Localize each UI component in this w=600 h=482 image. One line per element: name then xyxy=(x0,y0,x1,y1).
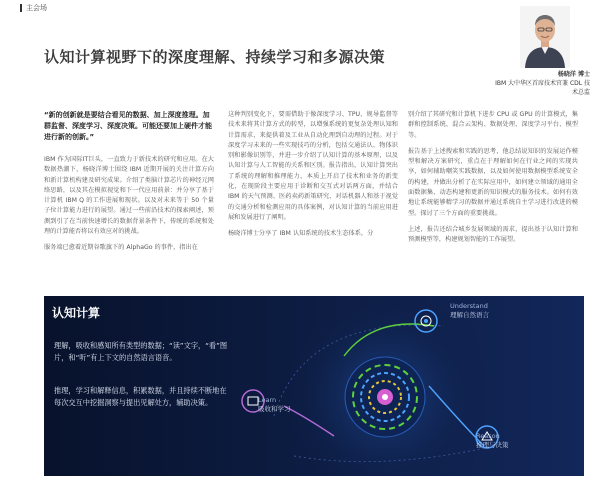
figure-paragraph-2: 推理，学习和解释信息，积累数据，并且持续不断地在每次交互中挖掘洞察与提出见解处方，辅助决策。 xyxy=(54,386,227,407)
body-paragraph: 报告基于上述搜索和实践的思考，他总结说知识的发展运作模型和解决方案研究，重点在于理解如何在行业之间的实现共享，如何辅助嘲笑实践数据，以及如何使用数据模型系统安全的构建，并做出分析了在实际应用中，如何建立领域的通用全面数据集、动态构建和更新的知识模式的服务技术。如何有效地让系统能够精学习的数据并通过系统自主学习进行改进的模型。探讨了三个方面的重要挑战。 xyxy=(408,147,578,217)
body-paragraph: 服务端已愈着近期谷歌旗下的 AlphaGo 的事件，指出在 xyxy=(44,244,198,252)
author-name: 杨晓洋 博士 xyxy=(557,71,590,78)
body-paragraph: 别介绍了其研究和计算机下进步 CPU 或 GPU 的计算模式，集群和控制系统、混合云架构、数据处理、深度学习平台、模型等。 xyxy=(408,111,578,139)
reason-label-zh: 推理与决策 xyxy=(476,441,509,449)
portrait-caption xyxy=(490,70,590,97)
understand-icon xyxy=(413,308,439,334)
understand-label-en: Understand xyxy=(450,302,488,310)
reason-label xyxy=(476,432,509,450)
article-headline: 认知计算视野下的深度理解、持续学习和多源决策 xyxy=(44,48,386,66)
column-tag xyxy=(20,3,47,13)
author-title: IBM 大中华区首席技术官兼 CDL 技术总监 xyxy=(495,80,590,96)
learn-label xyxy=(258,396,291,414)
body-paragraph: IBM 作为国际IT巨头，一直致力于新技术的研究和应用。在大数据热潮下，杨晓洋博士围绕 IBM 近期开展的关注计算方向和新计算机构建及研究成果。介绍了类脑计算芯片的神经元网络思路，以及其在模拟视觉和下一代应用前景：并分享了基于计算机 IBM Q 的工作进展和现状。以及对未来等于 50 个量子位计算能力进行的展望。通过一些前沿技术的探索阐述，预测到引了在当前快速增长的数据背景条件下，传统的系统和处理的计算能否将以有效应对的挑战。 xyxy=(44,156,214,236)
figure-title: 认知计算 xyxy=(52,306,101,320)
body-column-2 xyxy=(228,110,398,240)
understand-label xyxy=(450,302,489,320)
body-paragraph: 杨晓洋博士分享了 IBM 认知系统的技术生态体系，分 xyxy=(228,230,374,238)
learn-label-en: Learn xyxy=(258,396,277,404)
understand-label-zh: 理解自然语言 xyxy=(450,311,489,319)
column-name: 主会场 xyxy=(26,4,47,12)
learn-label-zh: 吸收和学习 xyxy=(258,405,291,413)
lead-quote: “新的创新就是要结合看见的数据、加上深度推理。加群监督、深度学习、深度决策。可能还要加上硬件才能进行新的创新。” xyxy=(44,111,212,141)
body-paragraph: 上述，报告还结合城乡发展领域的需求，提出基于认知计算和预测模型等，构建规划智能的工作展望。 xyxy=(408,225,578,244)
column-bar xyxy=(20,4,22,12)
body-paragraph: 这种判别变化下，要需借助于像深度学习、TPU、规导监督等技术来将其计算方式的转型，以增强系统的更复杂处理认知和计算需求，来提供着及工业从自动化理到自动理的过程。对于深度学习未来的一些实现技巧的分析，包括交通法认、物体识别和影像识别等，并进一步介绍了认知计算的基本原理，以及认知计算与人工智能的关系和区别。报告指出，认知计算突出了系统的理解和推理能力，本质上开启了技术和业务的新变化，在现阶段主要应用于诊断和交互式对话两方面，并结合 IBM 的天气预测、医药卖药新策研究、对话机器人和基于视觉的交通分析和检测应用的具体案例，对认知计算的当前应用进展和发展进行了阐明。 xyxy=(228,111,398,221)
author-portrait xyxy=(520,6,570,68)
reason-label-en: Reason xyxy=(476,432,500,440)
brain-sphere xyxy=(340,352,430,442)
portrait-image xyxy=(520,6,570,68)
body-column-1 xyxy=(44,155,214,254)
figure-paragraph-1: 理解，吸收和感知所有类型的数据；“读”文字，“看”图片，和“听”有上下文的自然语言语音。 xyxy=(54,341,228,362)
body-column-3 xyxy=(408,110,578,246)
